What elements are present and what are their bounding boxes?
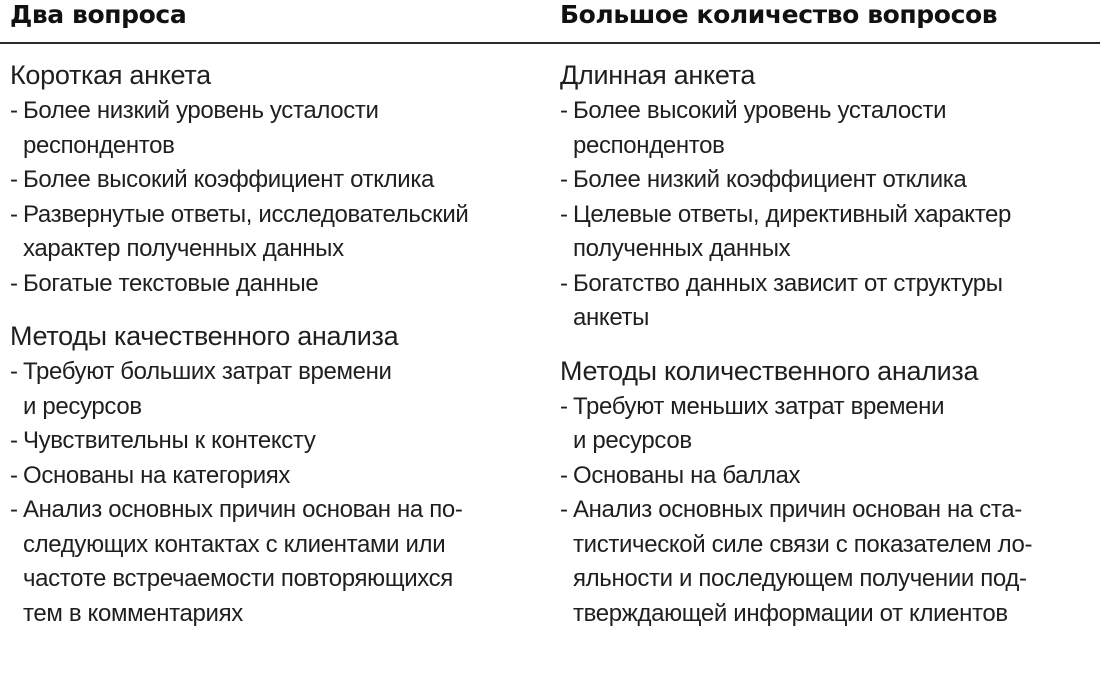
section [10,317,540,631]
list-item-text: характер полученных данных [23,235,344,262]
bullet-list [10,94,540,301]
list-item-text: Требуют больших затрат времени [23,358,392,385]
bullet-dash: - [560,392,568,420]
bullet-dash: - [10,97,18,124]
bullet-dash: - [10,166,18,193]
section [560,352,1090,632]
bullet-list [10,355,540,631]
list-item-text: тистической силе связи с показателем ло- [573,530,1033,558]
section-title: Методы количественного анализа [560,355,979,386]
section-title: Методы качественного анализа [10,321,399,351]
list-item-text: тверждающей информации от клиентов [573,599,1008,627]
section [10,56,540,301]
list-item [10,198,540,267]
bullet-dash: - [10,496,18,523]
list-item-text: Более низкий уровень усталости [23,97,379,124]
bullet-dash: - [560,200,568,228]
list-item-text: Основаны на категориях [23,461,291,489]
bullet-dash: - [10,269,18,297]
list-item [10,355,540,424]
list-item [10,493,540,631]
column-many-questions [560,56,1090,647]
bullet-dash: - [560,269,568,297]
list-item [560,493,1090,631]
bullet-dash: - [10,200,18,228]
list-item [560,198,1090,267]
list-item-text: тем в комментариях [23,599,243,627]
bullet-dash: - [10,358,18,385]
bullet-list [560,94,1090,336]
list-item-text: Требуют меньших затрат времени [573,392,945,420]
bullet-dash: - [560,97,568,124]
list-item-text: яльности и последующем получении под- [573,565,1027,592]
table-header [0,0,1100,42]
list-item-text: частоте встречаемости повторяющихся [23,565,453,592]
list-item-text: Анализ основных причин основан на ста- [573,496,1022,523]
list-item-text: респондентов [573,131,725,159]
list-item [560,390,1090,459]
column-title-many-questions: Большое количество вопросов [560,0,998,29]
list-item [560,94,1090,163]
bullet-dash: - [560,461,568,489]
list-item-text: Анализ основных причин основан на по- [23,496,463,523]
bullet-dash: - [560,496,568,523]
list-item-text: Чувствительны к контексту [23,427,316,454]
section-title: Длинная анкета [560,60,756,90]
list-item-text: респондентов [23,131,175,159]
list-item-text: Богатые текстовые данные [23,269,319,297]
list-item-text: Целевые ответы, директивный характер [573,200,1012,228]
list-item-text: Развернутые ответы, исследовательский [23,200,469,228]
bullet-list [560,390,1090,632]
section-title: Короткая анкета [10,60,211,90]
list-item [10,459,540,494]
bullet-dash: - [10,427,18,454]
list-item-text: Богатство данных зависит от структуры [573,269,1003,297]
list-item [560,267,1090,336]
bullet-dash: - [560,166,568,193]
list-item-text: Более высокий коэффициент отклика [23,166,435,193]
list-item-text: и ресурсов [573,427,692,454]
list-item-text: и ресурсов [23,392,142,420]
list-item-text: Основаны на баллах [573,461,801,489]
list-item [10,94,540,163]
list-item-text: Более высокий уровень усталости [573,97,947,124]
column-two-questions [10,56,540,647]
bullet-dash: - [10,461,18,489]
list-item-text: анкеты [573,304,650,331]
list-item-text: следующих контактах с клиентами или [23,530,446,558]
section [560,56,1090,336]
list-item [10,163,540,198]
list-item [10,267,540,302]
list-item [560,163,1090,198]
header-divider [0,42,1100,44]
list-item-text: Более низкий коэффициент отклика [573,166,967,193]
column-title-two-questions: Два вопроса [10,0,187,29]
list-item-text: полученных данных [573,235,791,262]
list-item [10,424,540,459]
list-item [560,459,1090,494]
